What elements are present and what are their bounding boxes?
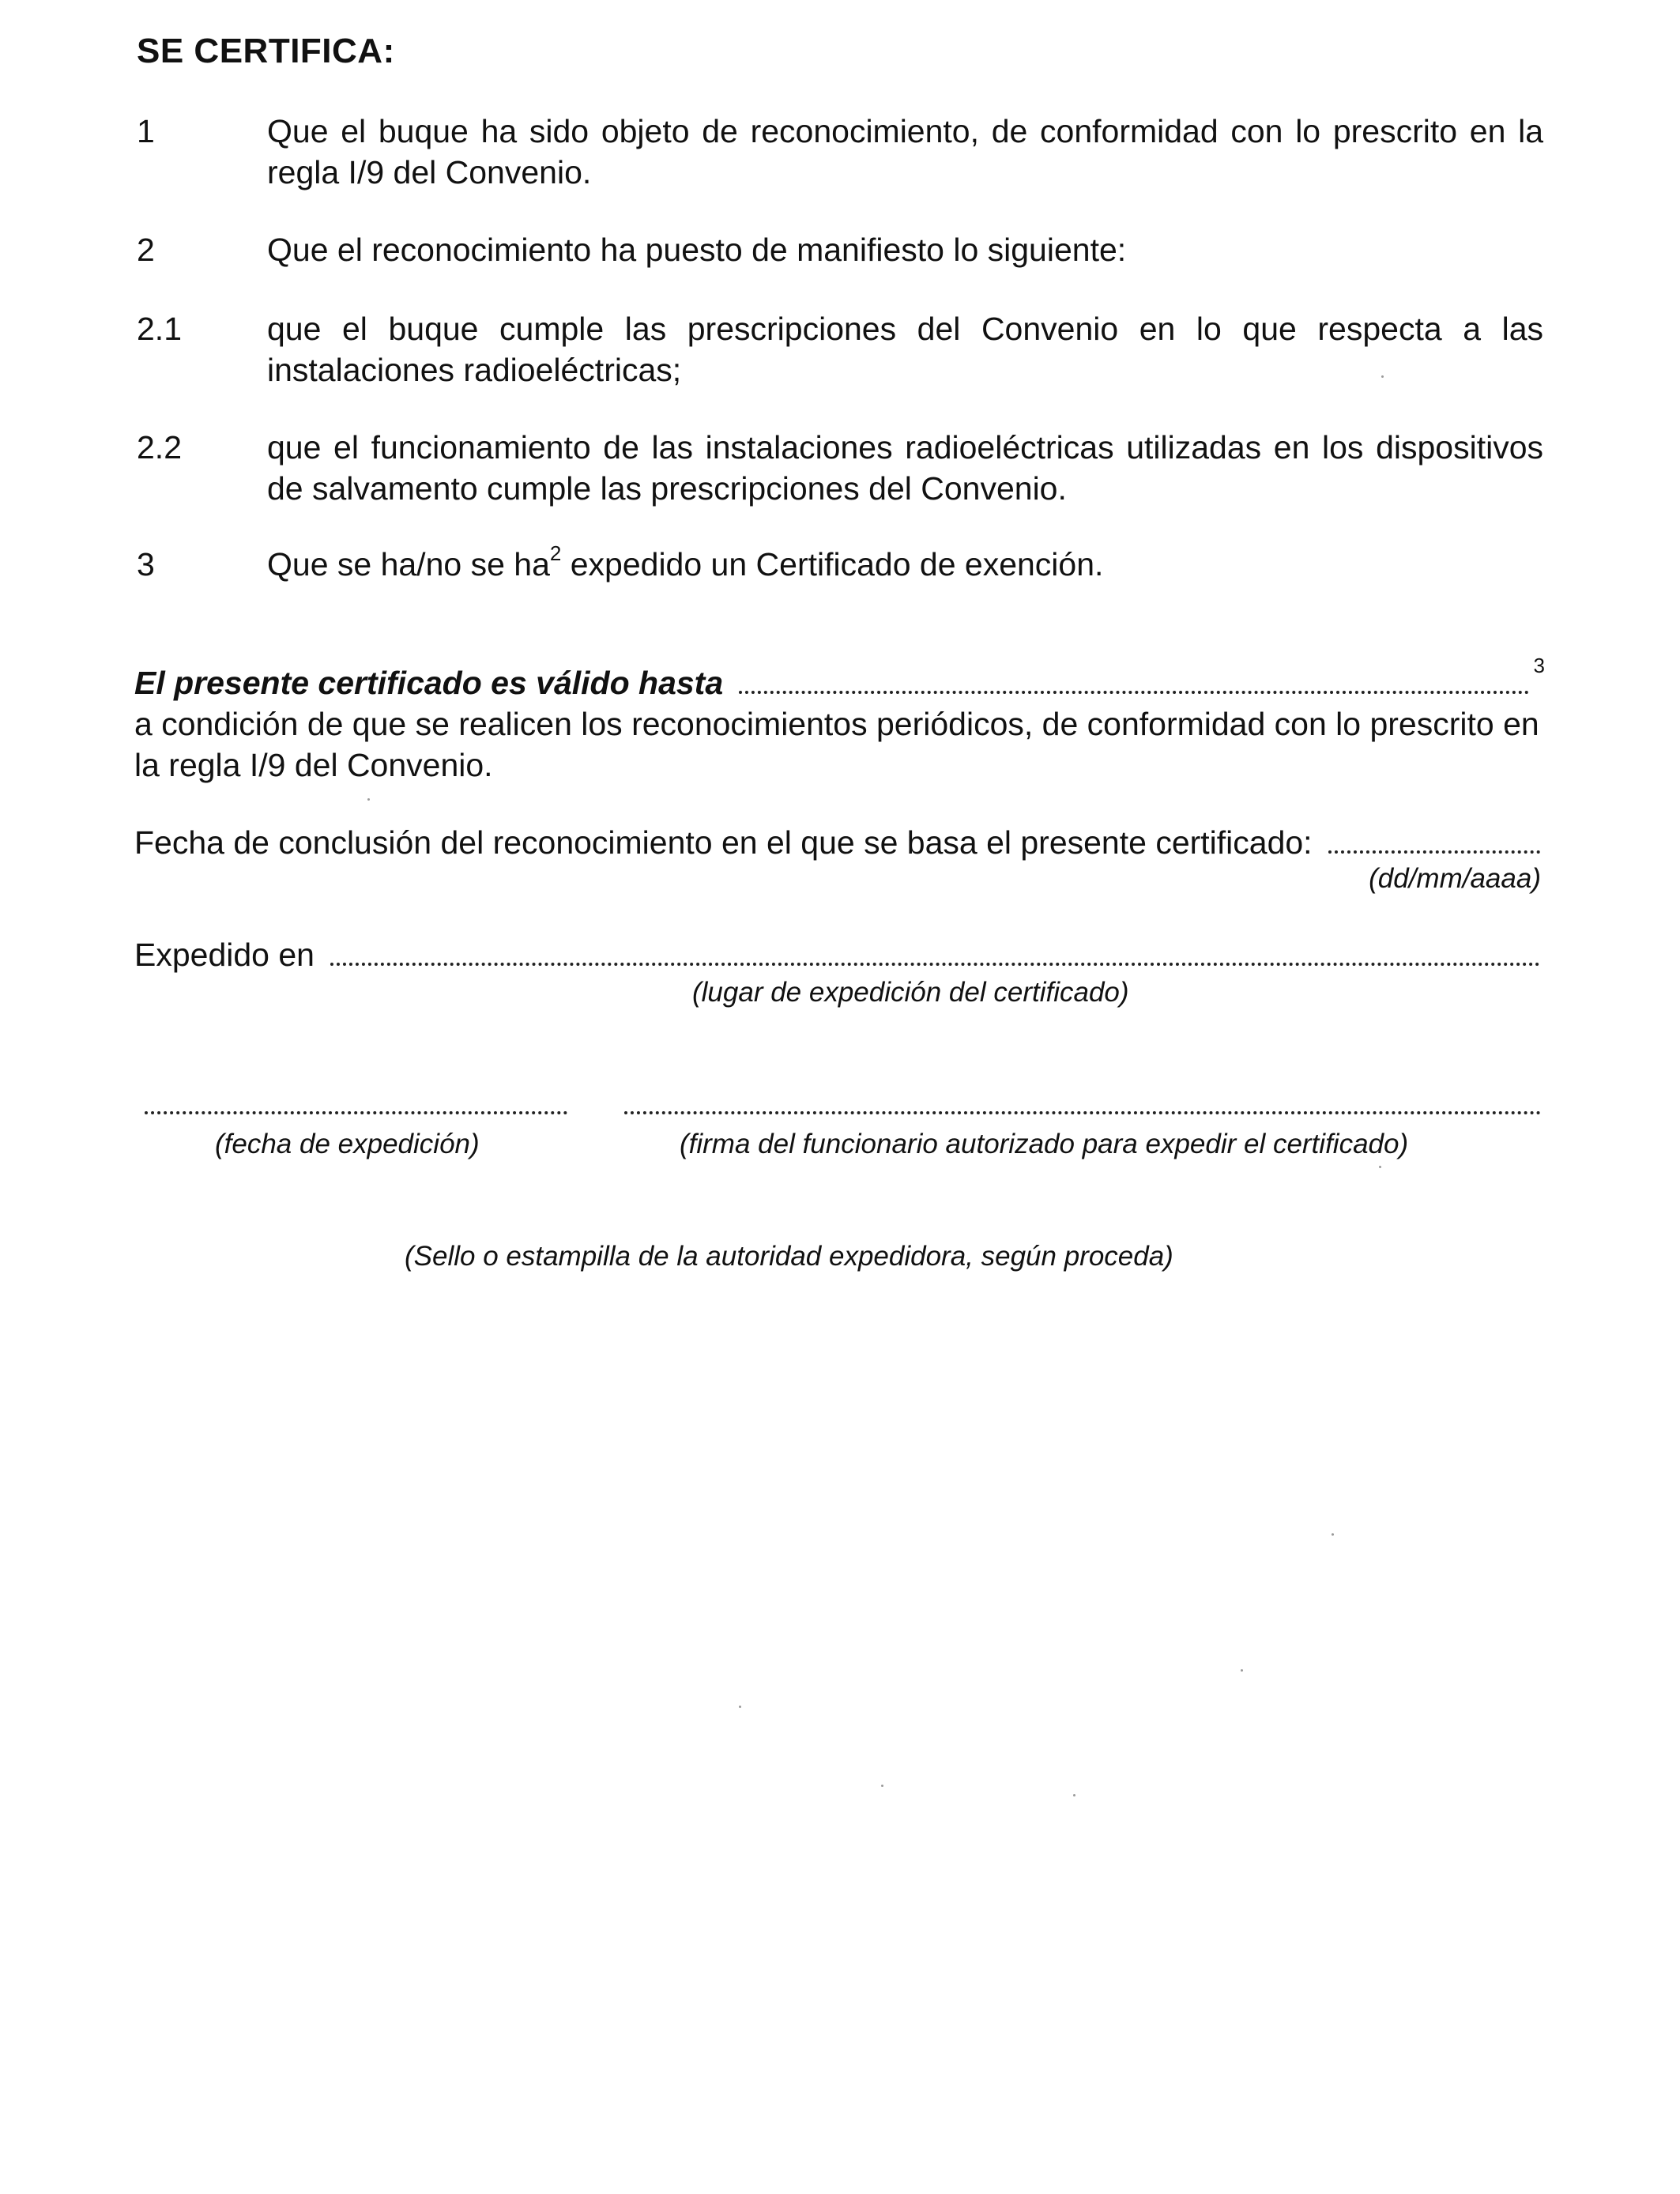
clause-number: 1 [137,113,155,149]
scan-speck [1073,1794,1075,1796]
validity-block [134,654,1545,786]
scan-speck [1241,1669,1243,1672]
issue-date-field[interactable] [145,1110,567,1114]
clause-text: que el funcionamiento de las instalaciones radioeléctricas utilizadas en los dispositivos de salvamento cumple las prescripciones del Convenio. [267,429,1543,507]
issue-date-caption: (fecha de expedición) [215,1129,480,1159]
clause-1 [137,111,1543,193]
issued-at-line [134,934,1545,975]
clause-2-2 [137,427,1543,509]
clause-text: Que el buque ha sido objeto de reconocimiento, de conformidad con lo prescrito en la regla I/9 del Convenio. [267,113,1543,190]
completion-date-label: Fecha de conclusión del reconocimiento en el que se basa el presente certificado: [134,824,1313,861]
date-format-hint: (dd/mm/aaaa) [1369,863,1541,894]
clause-number: 2.2 [137,429,182,466]
scan-speck [739,1706,741,1708]
validity-line [134,654,1545,703]
footnote-marker: 2 [549,541,562,566]
issued-at-caption: (lugar de expedición del certificado) [692,977,1129,1008]
clause-text: que el buque cumple las prescripciones del Convenio en lo que respecta a las instalaciones radioeléctricas; [267,311,1543,388]
clause-number: 2 [137,232,155,268]
scan-speck [1379,1166,1381,1168]
issued-at-field[interactable] [330,962,1540,966]
validity-label: El presente certificado es válido hasta [134,665,724,701]
scan-speck [1381,375,1384,378]
clause-2 [137,229,1543,270]
section-heading: SE CERTIFICA: [137,32,395,70]
completion-date-line [134,822,1545,863]
signature-field[interactable] [624,1110,1541,1114]
scan-speck [881,1785,883,1787]
seal-note: (Sello o estampilla de la autoridad expedidora, según proceda) [405,1241,1173,1272]
validity-date-field[interactable] [739,690,1528,694]
clause-3 [137,541,1543,585]
clause-text-before: Que se ha/no se ha [267,546,550,582]
clause-number: 2.1 [137,311,182,347]
completion-date-field[interactable] [1328,850,1540,854]
signature-caption: (firma del funcionario autorizado para expedir el certificado) [680,1129,1409,1159]
clause-number: 3 [137,546,155,582]
scan-speck [1332,1533,1334,1536]
issued-at-label: Expedido en [134,937,315,973]
footnote-marker: 3 [1533,654,1545,677]
clause-text: Que el reconocimiento ha puesto de manifiesto lo siguiente: [267,232,1127,268]
clause-2-1 [137,308,1543,390]
clause-text [267,541,1543,585]
clause-text-after: expedido un Certificado de exención. [561,546,1104,582]
validity-continuation: a condición de que se realicen los reconocimientos periódicos, de conformidad con lo prescrito en la regla I/9 del Convenio. [134,706,1539,783]
scan-speck [367,798,370,801]
